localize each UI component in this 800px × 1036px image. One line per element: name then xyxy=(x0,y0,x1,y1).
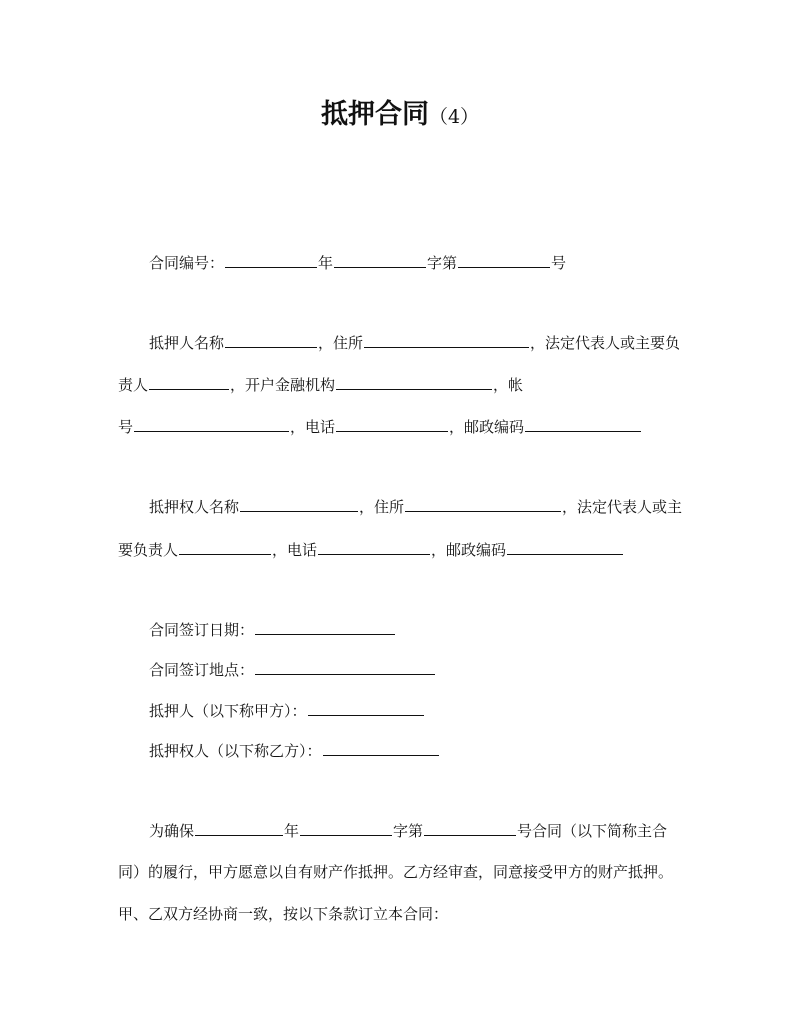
para-p3: 甲、乙双方经协商一致，按以下条款订立本合同： xyxy=(118,905,449,923)
sign-date-line xyxy=(149,617,396,641)
sign-date-label: 合同签订日期： xyxy=(149,621,255,639)
para-blank-3[interactable] xyxy=(424,818,516,836)
para-blank-1[interactable] xyxy=(195,818,283,836)
mortgagee-rep2-label: 要负责人 xyxy=(118,541,179,559)
sign-place-label: 合同签订地点： xyxy=(149,661,255,679)
party-a-line xyxy=(149,698,425,722)
contract-number-line xyxy=(149,250,566,274)
mortgagee-postcode-label: ，邮政编码 xyxy=(431,541,507,559)
para-blank-2[interactable] xyxy=(300,818,392,836)
mortgagor-line-2 xyxy=(118,372,523,396)
contract-number-blank-1[interactable] xyxy=(225,250,317,268)
paragraph-line-1 xyxy=(149,818,667,842)
mortgagor-rep-label: ，法定代表人或主要负 xyxy=(530,334,681,352)
party-b-line xyxy=(149,738,440,762)
mortgagor-rep-blank[interactable] xyxy=(149,372,229,390)
mortgagor-account-label: ，帐 xyxy=(493,376,524,394)
party-b-label: 抵押权人（以下称乙方）： xyxy=(149,742,322,760)
document-title xyxy=(0,92,800,131)
paragraph-line-2 xyxy=(118,860,673,884)
mortgagor-name-label: 抵押人名称 xyxy=(149,334,225,352)
mortgagor-phone-label: ，电话 xyxy=(290,418,336,436)
mortgagee-line-2 xyxy=(118,537,624,561)
para-p1-b: 年 xyxy=(284,822,300,840)
mortgagor-phone-blank[interactable] xyxy=(336,414,448,432)
contract-number-label: 合同编号： xyxy=(149,254,225,272)
party-b-blank[interactable] xyxy=(323,738,439,756)
mortgagee-line-1 xyxy=(149,494,682,518)
title-text: 抵押合同 xyxy=(320,99,429,130)
party-a-label: 抵押人（以下称甲方）： xyxy=(149,702,307,720)
sign-place-line xyxy=(149,657,436,681)
mortgagor-rep2-label: 责人 xyxy=(118,376,149,394)
title-number: （4） xyxy=(428,106,480,128)
mortgagee-name-blank[interactable] xyxy=(240,494,358,512)
contract-number-blank-2[interactable] xyxy=(334,250,426,268)
party-a-blank[interactable] xyxy=(308,698,424,716)
mortgagee-rep-blank[interactable] xyxy=(179,537,271,555)
contract-number-blank-3[interactable] xyxy=(458,250,550,268)
para-p2: 同）的履行，甲方愿意以自有财产作抵押。乙方经审查，同意接受甲方的财产抵押。 xyxy=(118,863,674,881)
mortgagee-postcode-blank[interactable] xyxy=(507,537,623,555)
mortgagor-line-1 xyxy=(149,330,680,354)
mortgagor-line-3 xyxy=(118,414,642,438)
hao-label: 号 xyxy=(551,254,567,272)
mortgagor-address-blank[interactable] xyxy=(364,330,529,348)
mortgagee-address-label: ，住所 xyxy=(359,498,405,516)
mortgagee-rep-label: ，法定代表人或主 xyxy=(562,498,683,516)
para-p1-d: 号合同（以下简称主合 xyxy=(517,822,668,840)
para-p1-c: 字第 xyxy=(393,822,424,840)
mortgagor-name-blank[interactable] xyxy=(225,330,317,348)
mortgagee-name-label: 抵押权人名称 xyxy=(149,498,240,516)
para-p1-a: 为确保 xyxy=(149,822,195,840)
mortgagee-address-blank[interactable] xyxy=(405,494,561,512)
year-label: 年 xyxy=(318,254,334,272)
mortgagor-postcode-blank[interactable] xyxy=(525,414,641,432)
paragraph-line-3 xyxy=(118,902,448,926)
mortgagor-account-label-2: 号 xyxy=(118,418,134,436)
mortgagor-bank-blank[interactable] xyxy=(336,372,492,390)
zi-di-label: 字第 xyxy=(427,254,458,272)
mortgagor-bank-label: ，开户金融机构 xyxy=(230,376,336,394)
mortgagee-phone-blank[interactable] xyxy=(318,537,430,555)
mortgagee-phone-label: ，电话 xyxy=(272,541,318,559)
mortgagor-address-label: ，住所 xyxy=(318,334,364,352)
mortgagor-postcode-label: ，邮政编码 xyxy=(449,418,525,436)
sign-place-blank[interactable] xyxy=(255,657,435,675)
sign-date-blank[interactable] xyxy=(255,617,395,635)
mortgagor-account-blank[interactable] xyxy=(134,414,289,432)
